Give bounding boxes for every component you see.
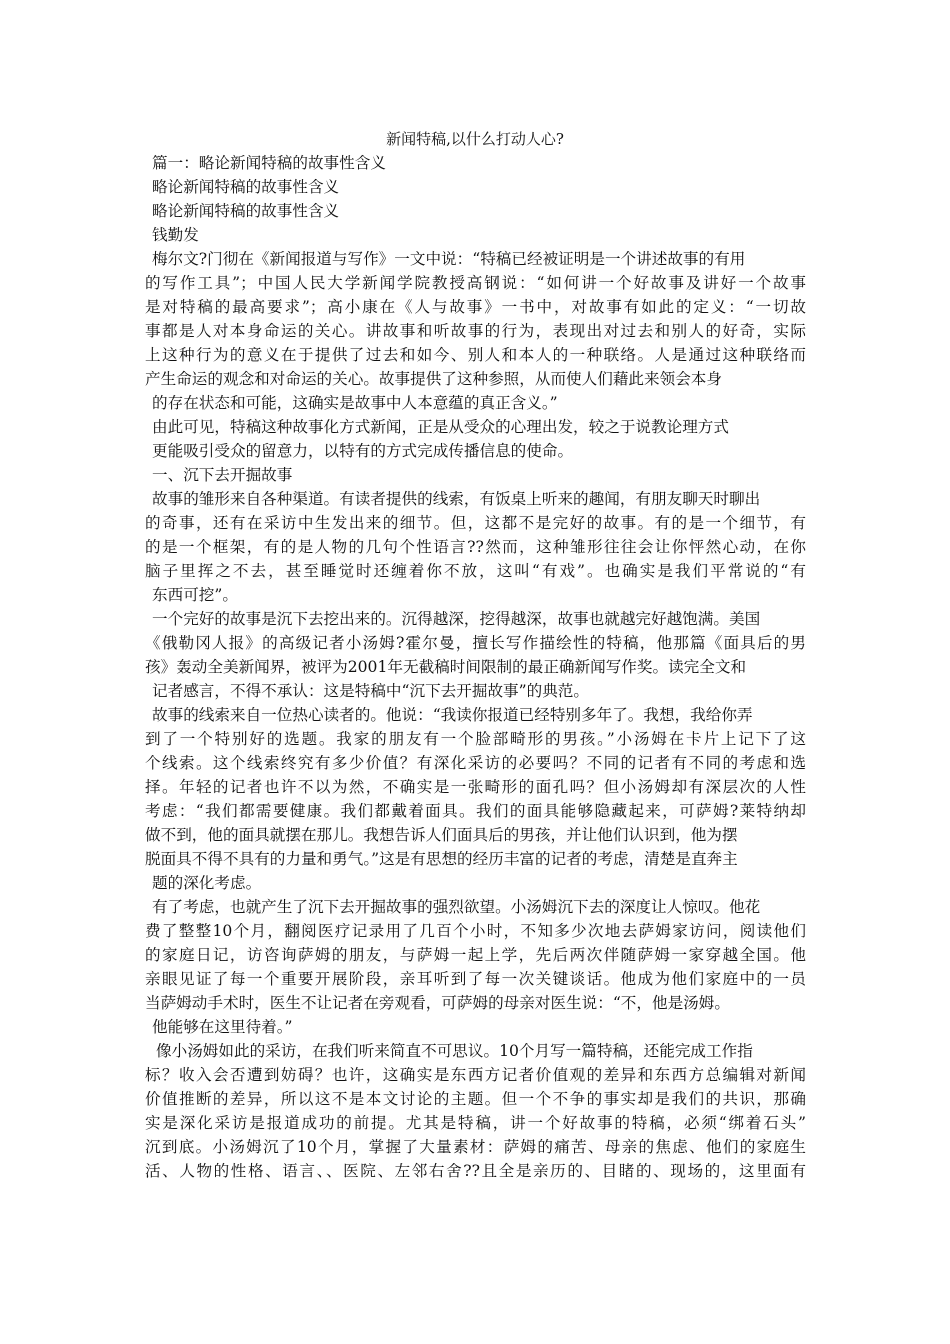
text-line: 产生命运的观念和对命运的关心。故事提供了这种参照，从而使人们藉此来领会本身 <box>145 370 722 388</box>
text-line: 标？收入会否遭到妨碍？也许，这确实是东西方记者价值观的差异和东西方总编辑对新闻 <box>145 1066 806 1084</box>
document-title: 新闻特稿,以什么打动人心? <box>386 130 564 148</box>
text-line: 像小汤姆如此的采访，在我们听来简直不可思议。10个月写一篇特稿，还能完成工作指 <box>156 1042 753 1060</box>
text-line: 一个完好的故事是沉下去挖出来的。沉得越深，挖得越深，故事也就越完好越饱满。美国 <box>152 610 761 628</box>
section-heading: 篇一：略论新闻特稿的故事性含义 <box>152 154 386 172</box>
text-line: 孩》轰动全美新闻界，被评为2001年无截稿时间限制的最正确新闻写作奖。读完全文和 <box>145 658 747 676</box>
text-line: 故事的雏形来自各种渠道。有读者提供的线索，有饭桌上听来的趣闻，有朋友聊天时聊出 <box>152 490 761 508</box>
article-title: 略论新闻特稿的故事性含义 <box>152 178 340 196</box>
section-heading: 一、沉下去开掘故事 <box>152 466 293 484</box>
text-line: 个线索。这个线索终究有多少价值？有深化采访的必要吗？不同的记者有不同的考虑和选 <box>145 754 806 772</box>
text-line: 的存在状态和可能，这确实是故事中人本意蕴的真正含义。” <box>152 394 558 412</box>
text-line: 择。年轻的记者也许不以为然，不确实是一张畸形的面孔吗？但小汤姆却有深层次的人性 <box>145 778 806 796</box>
text-line: 更能吸引受众的留意力，以特有的方式完成传播信息的使命。 <box>152 442 574 460</box>
text-line: 费了整整10个月，翻阅医疗记录用了几百个小时，不知多少次地去萨姆家访问，阅读他们 <box>145 922 806 940</box>
text-line: 实是深化采访是报道成功的前提。尤其是特稿，讲一个好故事的特稿，必须“绑着石头” <box>145 1114 806 1132</box>
text-line: 到了一个特别好的选题。我家的朋友有一个脸部畸形的男孩。”小汤姆在卡片上记下了这 <box>145 730 806 748</box>
text-line: 记者感言，不得不承认：这是特稿中“沉下去开掘故事”的典范。 <box>152 682 589 700</box>
text-line: 东西可挖”。 <box>152 586 238 604</box>
text-line: 的是一个框架，有的是人物的几句个性语言??然而，这种雏形往往会让你怦然心动，在你 <box>145 538 806 556</box>
text-line: 题的深化考虑。 <box>152 874 262 892</box>
text-line: 故事的线索来自一位热心读者的。他说：“我读你报道已经特别多年了。我想，我给你弄 <box>152 706 753 724</box>
text-line: 上这种行为的意义在于提供了过去和如今、别人和本人的一种联络。人是通过这种联络而 <box>145 346 806 364</box>
text-line: 沉到底。小汤姆沉了10个月，掌握了大量素材：萨姆的痛苦、母亲的焦虑、他们的家庭生 <box>145 1138 806 1156</box>
text-line: 亲眼见证了每一个重要开展阶段，亲耳听到了每一次关键谈话。他成为他们家庭中的一员 <box>145 970 806 988</box>
text-line: 做不到，他的面具就摆在那儿。我想告诉人们面具后的男孩，并让他们认识到，他为摆 <box>145 826 738 844</box>
text-line: 的家庭日记，访咨询萨姆的朋友，与萨姆一起上学，先后两次伴随萨姆一家穿越全国。他 <box>145 946 806 964</box>
text-line: 的写作工具”；中国人民大学新闻学院教授高钢说：“如何讲一个好故事及讲好一个故事 <box>145 274 806 292</box>
text-line: 的奇事，还有在采访中生发出来的细节。但，这都不是完好的故事。有的是一个细节，有 <box>145 514 806 532</box>
text-line: 当萨姆动手术时，医生不让记者在旁观看，可萨姆的母亲对医生说：“不，他是汤姆。 <box>145 994 730 1012</box>
text-line: 脑子里挥之不去，甚至睡觉时还缠着你不放，这叫“有戏”。也确实是我们平常说的“有 <box>145 562 806 580</box>
text-line: 是对特稿的最高要求”；高小康在《人与故事》一书中，对故事有如此的定义：“一切故 <box>145 298 806 316</box>
article-title: 略论新闻特稿的故事性含义 <box>152 202 340 220</box>
text-line: 有了考虑，也就产生了沉下去开掘故事的强烈欲望。小汤姆沉下去的深度让人惊叹。他花 <box>152 898 761 916</box>
text-line: 脱面具不得不具有的力量和勇气。”这是有思想的经历丰富的记者的考虑，清楚是直奔主 <box>145 850 738 868</box>
text-line: 他能够在这里待着。” <box>152 1018 293 1036</box>
text-line: 由此可见，特稿这种故事化方式新闻，正是从受众的心理出发，较之于说教论理方式 <box>152 418 729 436</box>
text-line: 价值推断的差异，所以这不是本文讨论的主题。但一个不争的事实却是我们的共识，那确 <box>145 1090 806 1108</box>
text-line: 《俄勒冈人报》的高级记者小汤姆?霍尔曼，擅长写作描绘性的特稿，他那篇《面具后的男 <box>145 634 806 652</box>
text-line: 考虑：“我们都需要健康。我们都戴着面具。我们的面具能够隐藏起来，可萨姆?莱特纳却 <box>145 802 806 820</box>
text-line: 梅尔文?门彻在《新闻报道与写作》一文中说：“特稿已经被证明是一个讲述故事的有用 <box>152 250 746 268</box>
author-name: 钱勤发 <box>152 226 199 244</box>
text-line: 活、人物的性格、语言、、医院、左邻右舍??且全是亲历的、目睹的、现场的，这里面有 <box>145 1162 806 1180</box>
text-line: 事都是人对本身命运的关心。讲故事和听故事的行为，表现出对过去和别人的好奇，实际 <box>145 322 806 340</box>
